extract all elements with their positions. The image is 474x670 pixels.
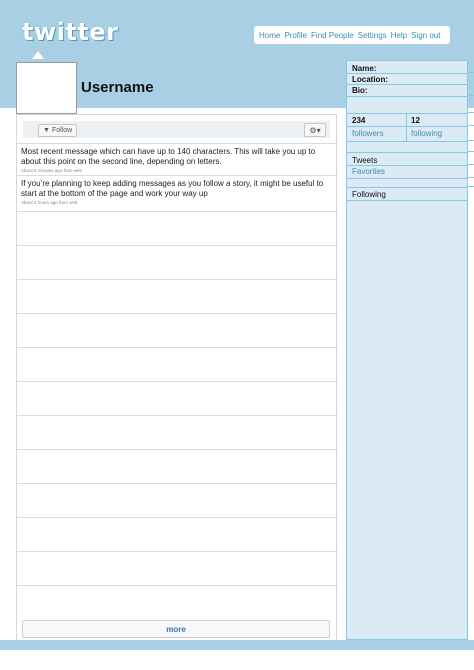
- nav-home[interactable]: Home: [259, 30, 281, 40]
- more-button[interactable]: more: [22, 620, 330, 638]
- divider: [17, 245, 338, 246]
- divider: [17, 585, 338, 586]
- guide-line: [468, 95, 474, 96]
- divider: [17, 143, 338, 144]
- nav-find-people[interactable]: Find People: [311, 30, 354, 40]
- nav-settings[interactable]: Settings: [357, 30, 387, 40]
- divider: [17, 517, 338, 518]
- tweet-text: Most recent message which can have up to 140 characters. This will take you up to about this point on the second line, depending on letters.: [21, 147, 316, 166]
- divider: [347, 113, 467, 114]
- footer-band: [0, 640, 474, 650]
- following-section-title: Following: [352, 190, 386, 199]
- tweets-label: Tweets: [352, 156, 378, 165]
- follow-icon: ▼: [43, 127, 50, 134]
- top-nav: [254, 26, 450, 44]
- guide-line: [468, 177, 474, 178]
- divider: [347, 73, 467, 74]
- divider: [17, 551, 338, 552]
- divider: [17, 483, 338, 484]
- guide-line: [468, 72, 474, 73]
- divider: [347, 187, 467, 188]
- guide-line: [468, 112, 474, 113]
- follow-button[interactable]: [38, 124, 77, 137]
- divider: [347, 152, 467, 153]
- guide-line: [468, 140, 474, 141]
- profile-sidebar: [346, 60, 468, 640]
- followers-link[interactable]: followers: [352, 129, 384, 138]
- twitter-logo[interactable]: twitter: [22, 18, 119, 46]
- tweet-item: [21, 179, 334, 205]
- tweet-meta[interactable]: About 5 minutes ago from web: [21, 168, 83, 173]
- divider: [347, 178, 467, 179]
- favorites-link[interactable]: Favorites: [352, 167, 385, 176]
- following-count: 12: [411, 116, 420, 125]
- divider: [347, 126, 467, 127]
- divider: [17, 415, 338, 416]
- tweet-text: If you’re planning to keep adding messages as you follow a story, it might be useful to start at the bottom of the page and work your way up: [21, 179, 324, 198]
- divider: [347, 200, 467, 201]
- timeline-panel: [16, 114, 337, 642]
- page-title: Username: [81, 79, 154, 96]
- gear-icon: ⚙: [309, 125, 317, 135]
- location-label: Location:: [352, 75, 388, 84]
- guide-line: [468, 186, 474, 187]
- divider: [17, 279, 338, 280]
- follow-button-label: Follow: [51, 127, 73, 134]
- guide-line: [468, 164, 474, 165]
- chevron-down-icon: ▾: [316, 125, 321, 135]
- divider: [347, 141, 467, 142]
- profile-actions-bar: [23, 121, 330, 138]
- logo-pointer-icon: [32, 51, 44, 59]
- settings-menu-button[interactable]: [304, 123, 326, 137]
- divider: [17, 347, 338, 348]
- guide-line: [468, 125, 474, 126]
- divider: [17, 175, 338, 176]
- divider: [17, 449, 338, 450]
- nav-sign-out[interactable]: Sign out: [411, 30, 441, 40]
- avatar[interactable]: [16, 62, 77, 114]
- stats-divider: [406, 113, 407, 141]
- guide-line: [468, 151, 474, 152]
- bio-label: Bio:: [352, 86, 368, 95]
- divider: [347, 96, 467, 97]
- divider: [17, 313, 338, 314]
- following-link[interactable]: following: [411, 129, 443, 138]
- name-label: Name:: [352, 64, 377, 73]
- tweet-meta[interactable]: About 2 hours ago from web: [21, 200, 78, 205]
- followers-count: 234: [352, 116, 366, 125]
- divider: [17, 381, 338, 382]
- nav-profile[interactable]: Profile: [284, 30, 308, 40]
- divider: [347, 165, 467, 166]
- tweet-item: [21, 147, 334, 173]
- divider: [17, 211, 338, 212]
- divider: [347, 84, 467, 85]
- nav-help[interactable]: Help: [390, 30, 408, 40]
